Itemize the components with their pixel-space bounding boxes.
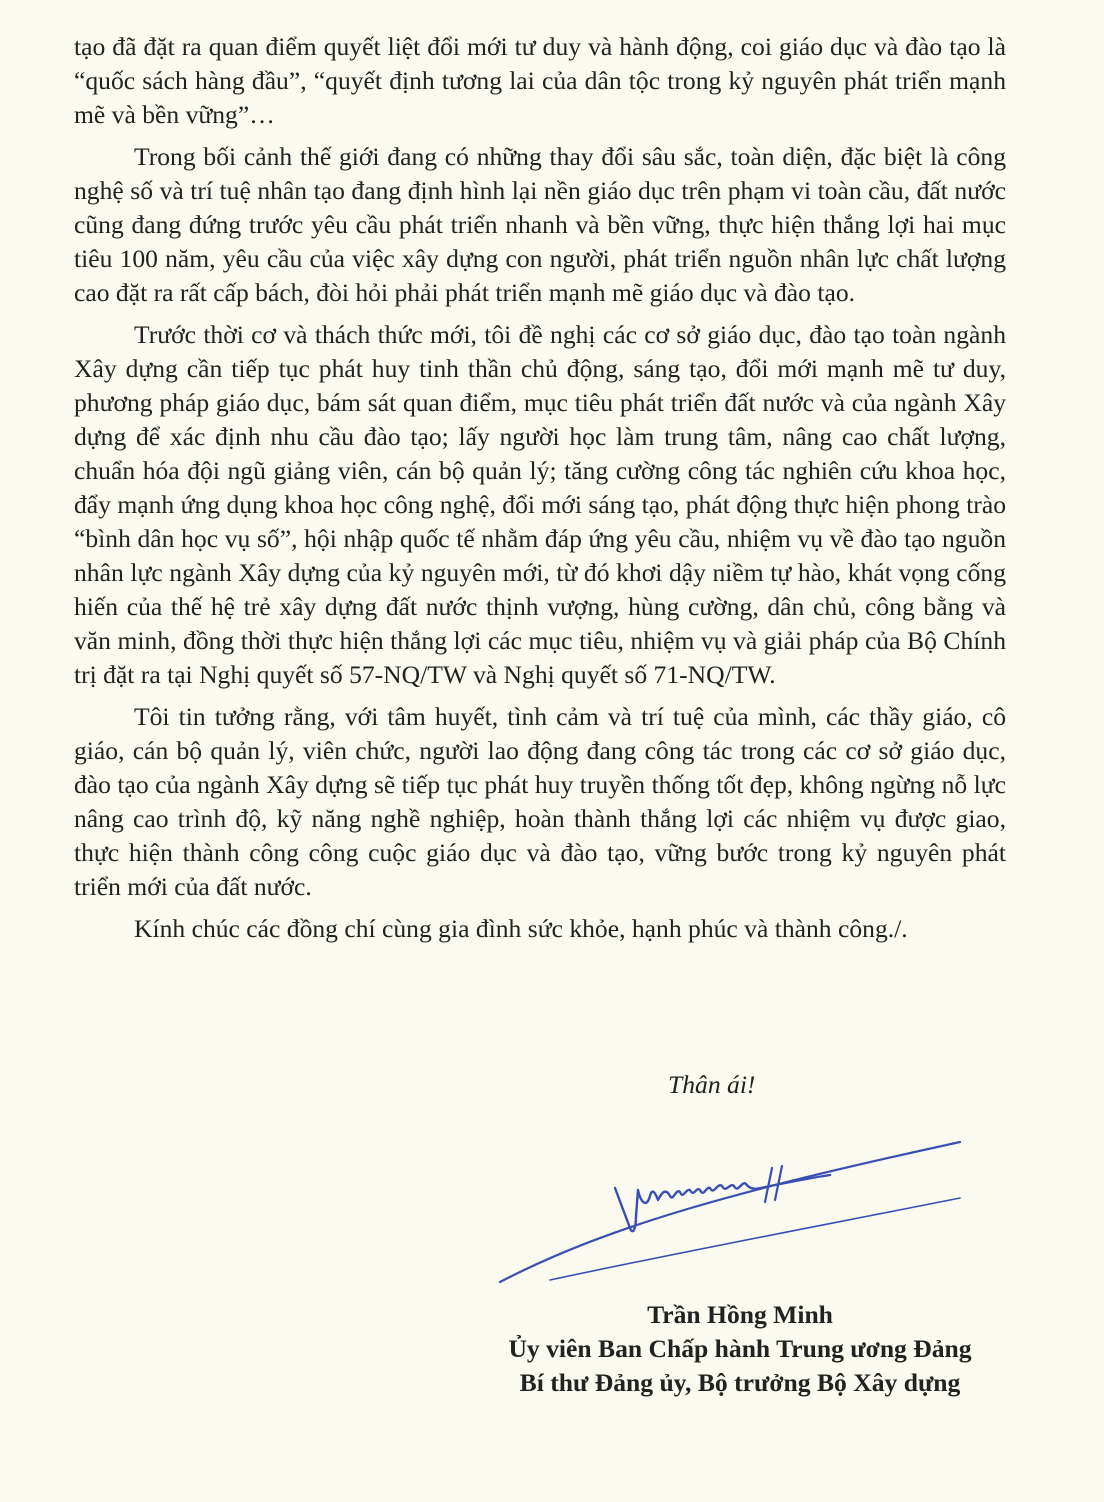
paragraph-wishes: Kính chúc các đồng chí cùng gia đình sức khỏe, hạnh phúc và thành công./. <box>134 914 908 943</box>
paragraph-proposal: Trước thời cơ và thách thức mới, tôi đề nghị các cơ sở giáo dục, đào tạo toàn ngành Xây dựng cần tiếp tục phát huy tinh thần chủ động, sáng tạo, đổi mới mạnh mẽ tư duy, phương pháp giáo dục, bám sát quan điểm, mục tiêu phát triển đất nước và của ngành Xây dựng để xác định nhu cầu đào tạo; lấy người học làm trung tâm, nâng cao chất lượng, chuẩn hóa đội ngũ giảng viên, cán bộ quản lý; tăng cường công tác nghiên cứu khoa học, đẩy mạnh ứng dụng khoa học công nghệ, đổi mới sáng tạo, phát động thực hiện phong trào “bình dân học vụ số”, hội nhập quốc tế nhằm đáp ứng yêu cầu, nhiệm vụ về đào tạo nguồn nhân lực ngành Xây dựng của kỷ nguyên mới, từ đó khơi dậy niềm tự hào, khát vọng cống hiến của thế hệ trẻ xây dựng đất nước thịnh vượng, hùng cường, dân chủ, công bằng và văn minh, đồng thời thực hiện thắng lợi các mục tiêu, nhiệm vụ và giải pháp của Bộ Chính trị đặt ra tại Nghị quyết số 57-NQ/TW và Nghị quyết số 71-NQ/TW. <box>74 320 1006 689</box>
signer-title-1: Ủy viên Ban Chấp hành Trung ương Đảng <box>508 1334 972 1363</box>
paragraph-context: Trong bối cảnh thế giới đang có những thay đổi sâu sắc, toàn diện, đặc biệt là công nghệ số và trí tuệ nhân tạo đang định hình lại nền giáo dục trên phạm vi toàn cầu, đất nước cũng đang đứng trước yêu cầu phát triển nhanh và bền vững, thực hiện thắng lợi hai mục tiêu 100 năm, yêu cầu của việc xây dựng con người, phát triển nguồn nhân lực chất lượng cao đặt ra rất cấp bách, đòi hỏi phải phát triển mạnh mẽ giáo dục và đào tạo. <box>74 142 1006 307</box>
signer-name: Trần Hồng Minh <box>647 1300 833 1329</box>
closing-greeting: Thân ái! <box>668 1070 756 1099</box>
signer-title-2: Bí thư Đảng ủy, Bộ trưởng Bộ Xây dựng <box>519 1368 961 1397</box>
signer-block <box>440 1298 1040 1400</box>
paragraph-continuation: tạo đã đặt ra quan điểm quyết liệt đổi mới tư duy và hành động, coi giáo dục và đào tạo là “quốc sách hàng đầu”, “quyết định tương lai của dân tộc trong kỷ nguyên phát triển mạnh mẽ và bền vững”… <box>74 32 1006 129</box>
letter-body <box>74 30 1006 954</box>
paragraph-confidence: Tôi tin tưởng rằng, với tâm huyết, tình cảm và trí tuệ của mình, các thầy giáo, cô giáo, cán bộ quản lý, viên chức, người lao động đang công tác trong các cơ sở giáo dục, đào tạo của ngành Xây dựng sẽ tiếp tục phát huy truyền thống tốt đẹp, không ngừng nỗ lực nâng cao trình độ, kỹ năng nghề nghiệp, hoàn thành thắng lợi các nhiệm vụ được giao, thực hiện thành công công cuộc giáo dục và đào tạo, vững bước trong kỷ nguyên phát triển mới của đất nước. <box>74 702 1006 901</box>
handwritten-signature <box>490 1130 970 1300</box>
